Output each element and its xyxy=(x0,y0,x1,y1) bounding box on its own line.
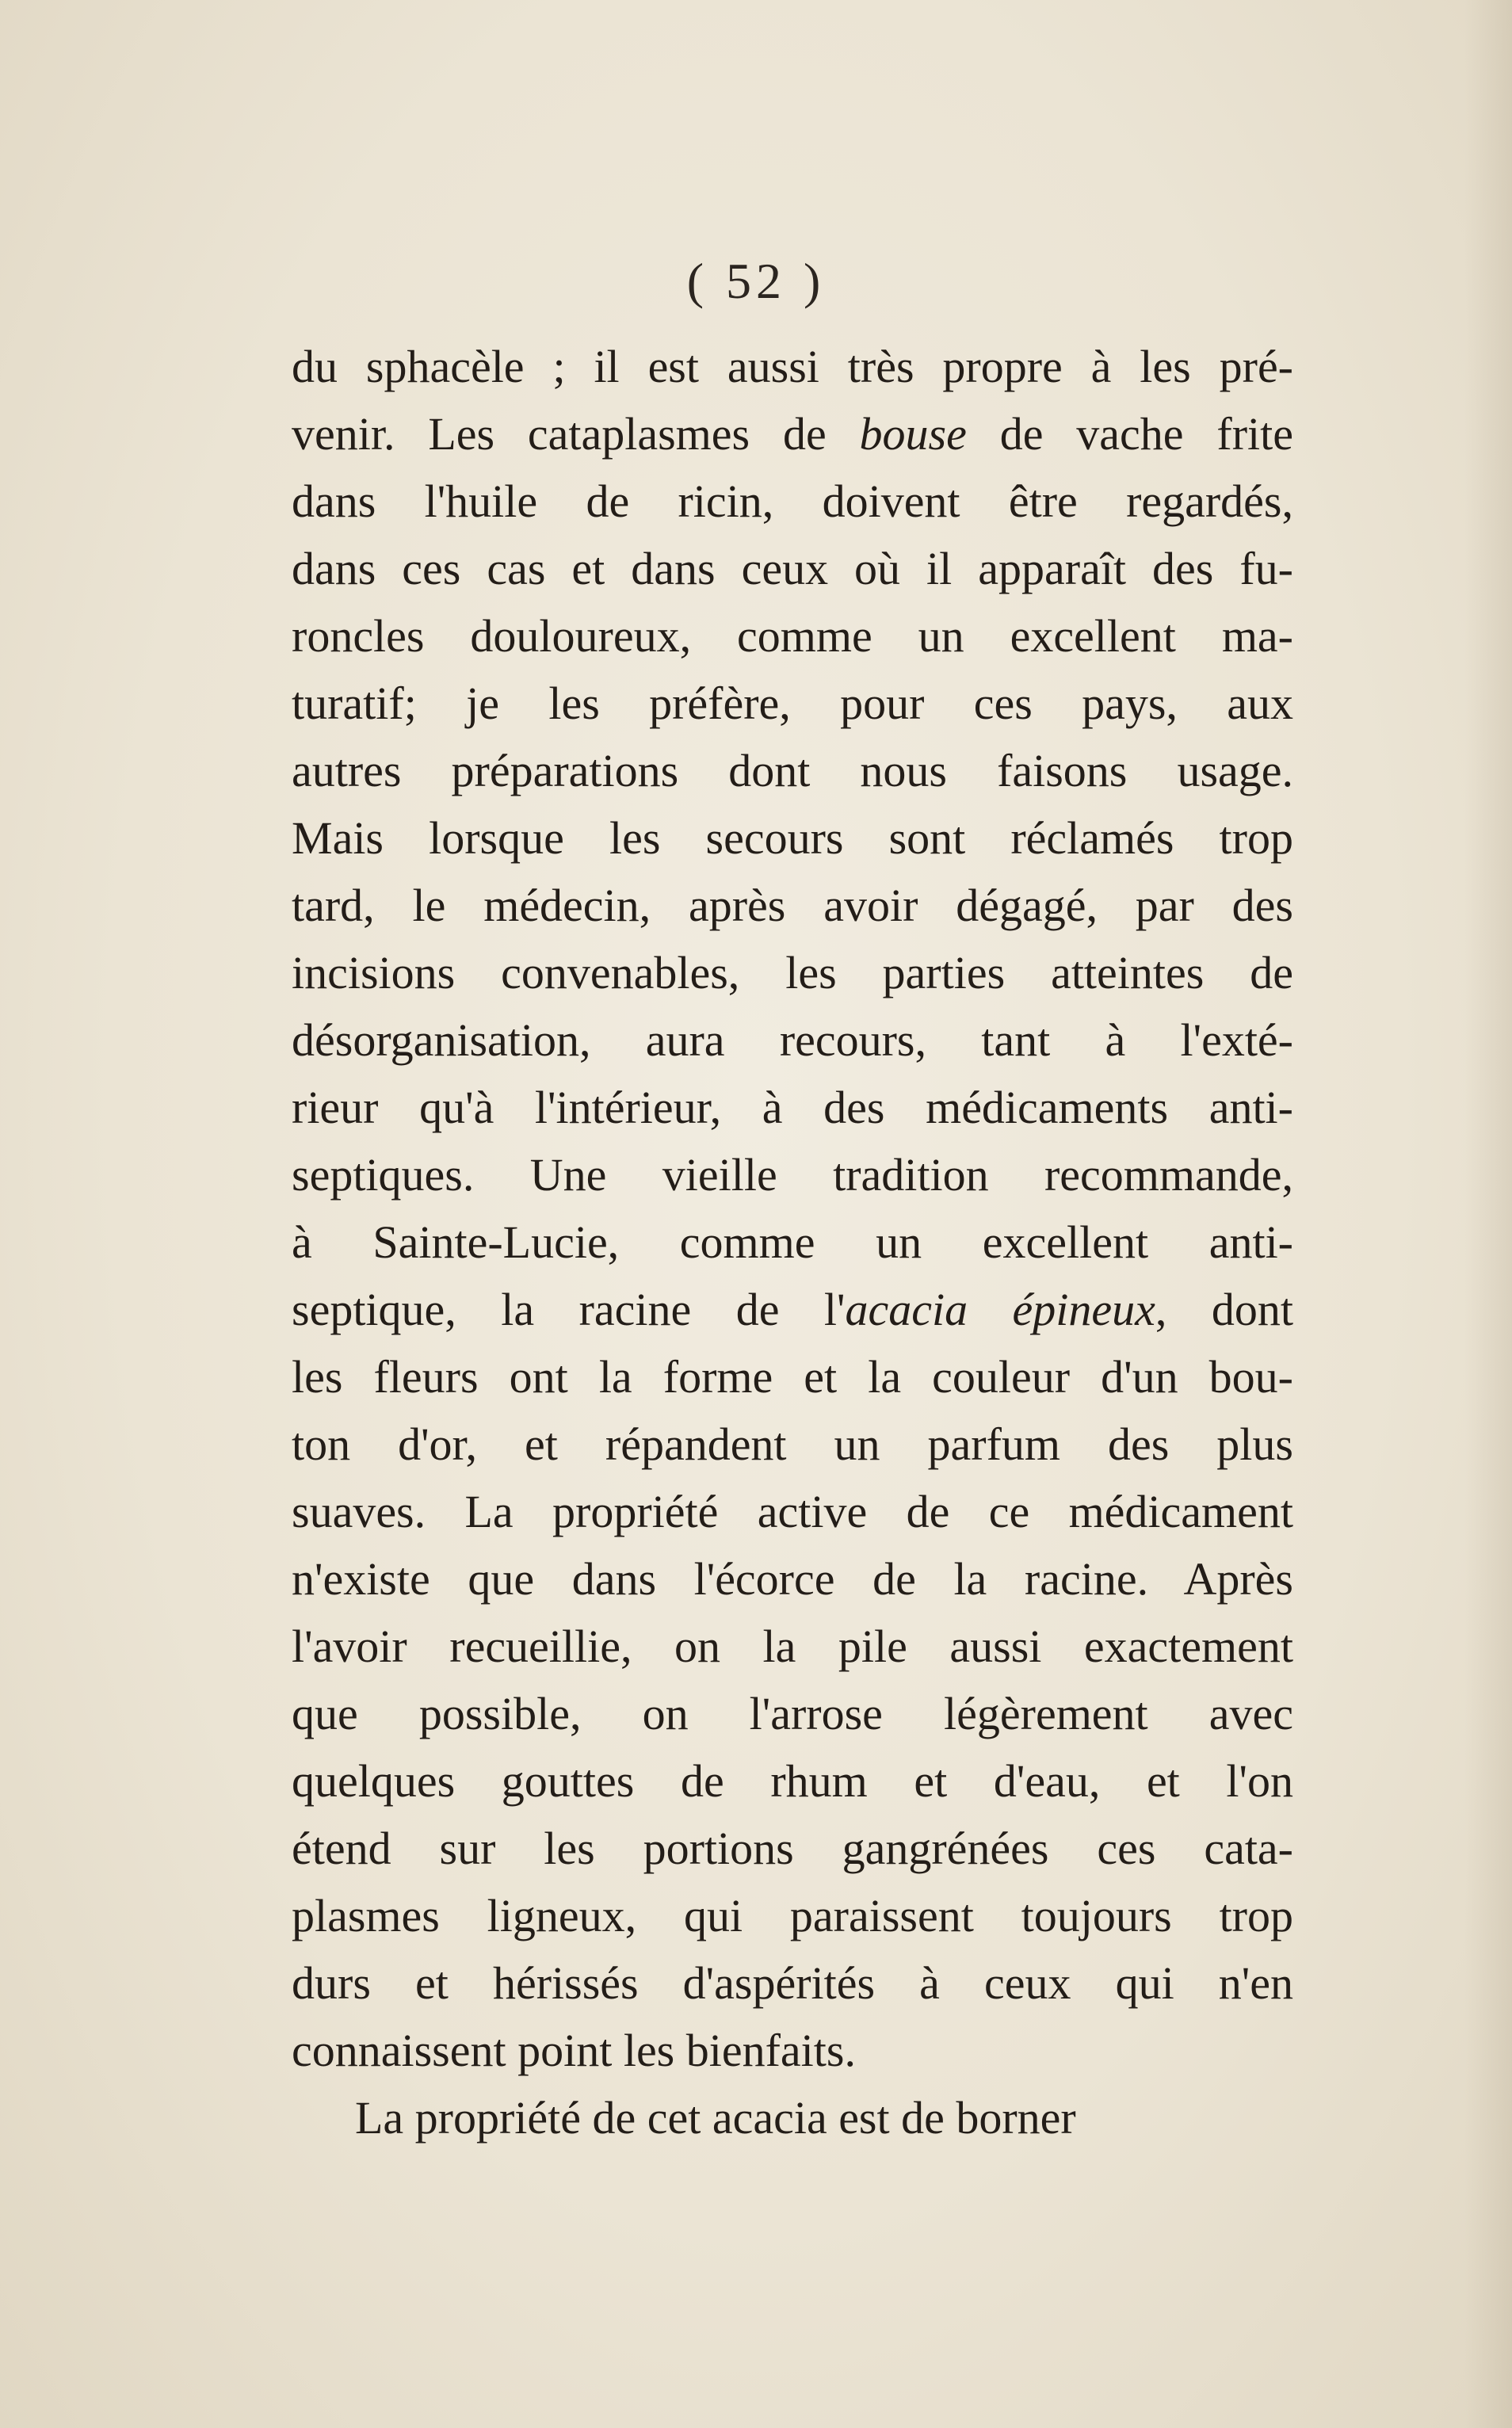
text-line: durs et hérissés d'aspérités à ceux qui n'en xyxy=(292,1957,1293,2009)
page-edge-shadow xyxy=(1464,0,1512,2428)
text-line-paragraph-end: connaissent point les bienfaits. xyxy=(292,2025,856,2076)
text-line: suaves. La propriété active de ce médicament xyxy=(292,1486,1293,1537)
text-line: autres préparations dont nous faisons usage. xyxy=(292,745,1293,796)
text-line: l'avoir recueillie, on la pile aussi exactement xyxy=(292,1621,1293,1672)
text-line: à Sainte-Lucie, comme un excellent anti- xyxy=(292,1216,1293,1268)
text-line: rieur qu'à l'intérieur, à des médicaments anti- xyxy=(292,1082,1293,1133)
body-text xyxy=(292,333,1293,2151)
text-line: turatif; je les préfère, pour ces pays, aux xyxy=(292,678,1293,729)
text-line: n'existe que dans l'écorce de la racine. Après xyxy=(292,1553,1293,1605)
text-line: incisions convenables, les parties atteintes de xyxy=(292,947,1293,998)
text-line: septique, la racine de l'acacia épineux, dont xyxy=(292,1284,1293,1335)
text-line: les fleurs ont la forme et la couleur d'un bou- xyxy=(292,1351,1293,1403)
text-line: ton d'or, et répandent un parfum des plus xyxy=(292,1418,1293,1470)
text-line: tard, le médecin, après avoir dégagé, par des xyxy=(292,880,1293,931)
text-line: roncles douloureux, comme un excellent ma- xyxy=(292,610,1293,662)
text-line: septiques. Une vieille tradition recommande, xyxy=(292,1149,1293,1201)
text-line: venir. Les cataplasmes de bouse de vache frite xyxy=(292,408,1293,460)
text-line: désorganisation, aura recours, tant à l'exté- xyxy=(292,1014,1293,1066)
text-line: Mais lorsque les secours sont réclamés trop xyxy=(292,812,1293,864)
text-line-paragraph-start: La propriété de cet acacia est de borner xyxy=(355,2092,1076,2144)
italic-term: acacia épineux xyxy=(845,1284,1155,1335)
text-line: étend sur les portions gangrénées ces cata- xyxy=(292,1823,1293,1874)
text-line: dans ces cas et dans ceux où il apparaît des fu- xyxy=(292,543,1293,594)
text-line: quelques gouttes de rhum et d'eau, et l'on xyxy=(292,1755,1293,1807)
text-line: plasmes ligneux, qui paraissent toujours trop xyxy=(292,1890,1293,1941)
text-line: du sphacèle ; il est aussi très propre à les pré- xyxy=(292,341,1293,392)
text-line: dans l'huile de ricin, doivent être regardés, xyxy=(292,475,1293,527)
page-number: ( 52 ) xyxy=(686,253,826,309)
italic-term: bouse xyxy=(859,408,967,460)
text-line: que possible, on l'arrose légèrement avec xyxy=(292,1688,1293,1739)
